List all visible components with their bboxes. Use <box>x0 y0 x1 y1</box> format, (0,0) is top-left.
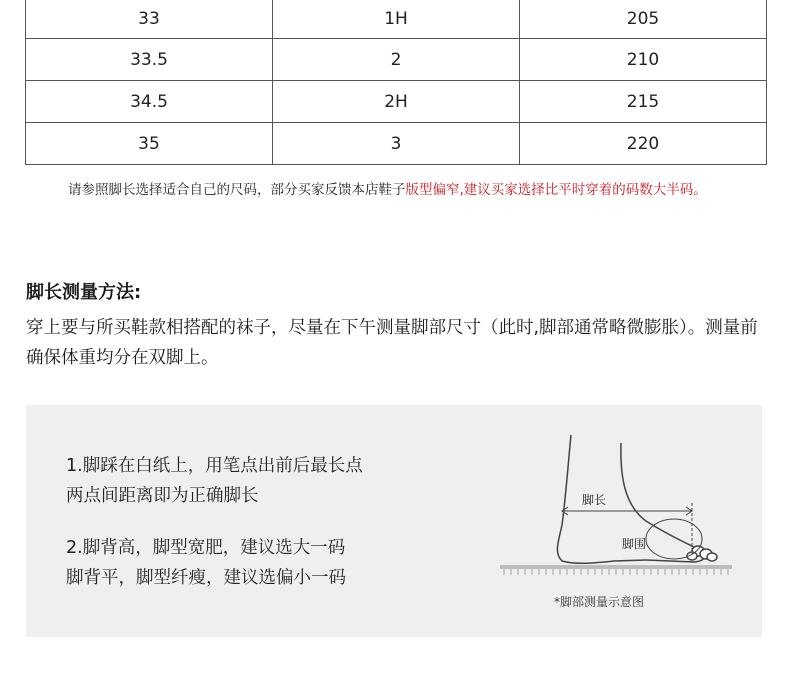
step-1 <box>66 451 486 511</box>
step-2 <box>66 533 486 593</box>
table-cell: 33.5 <box>26 39 273 81</box>
table-cell: 2 <box>273 39 520 81</box>
size-note-warning: 版型偏窄,建议买家选择比平时穿着的码数大半码。 <box>405 182 707 198</box>
step-1-line-1: 1.脚踩在白纸上，用笔点出前后最长点 <box>66 456 363 476</box>
method-title: 脚长测量方法: <box>26 282 142 303</box>
table-cell: 205 <box>520 0 767 39</box>
step-2-line-1: 2.脚背高，脚型宽肥，建议选大一码 <box>66 538 346 558</box>
table-cell: 3 <box>273 123 520 165</box>
foot-girth-label: 脚围 <box>622 537 647 551</box>
size-note <box>68 180 748 200</box>
foot-diagram-icon <box>496 425 736 585</box>
table-cell: 1H <box>273 0 520 39</box>
table-cell: 2H <box>273 81 520 123</box>
foot-length-label: 脚长 <box>582 493 607 507</box>
table-row <box>26 81 767 123</box>
table-cell: 215 <box>520 81 767 123</box>
method-body: 穿上要与所买鞋款相搭配的袜子，尽量在下午测量脚部尺寸（此时,脚部通常略微膨胀）。测量前确保体重均分在双脚上。 <box>26 318 758 368</box>
size-table <box>25 0 767 165</box>
size-note-text: 请参照脚长选择适合自己的尺码，部分买家反馈本店鞋子 <box>68 182 406 198</box>
step-2-line-2: 脚背平，脚型纤瘦，建议选偏小一码 <box>66 568 346 588</box>
table-cell: 34.5 <box>26 81 273 123</box>
table-row <box>26 0 767 39</box>
measure-panel <box>26 405 762 637</box>
table-cell: 210 <box>520 39 767 81</box>
diagram-caption: *脚部测量示意图 <box>554 595 645 609</box>
table-cell: 35 <box>26 123 273 165</box>
step-1-line-2: 两点间距离即为正确脚长 <box>66 486 259 506</box>
table-row <box>26 123 767 165</box>
table-cell: 33 <box>26 0 273 39</box>
table-cell: 220 <box>520 123 767 165</box>
table-row <box>26 39 767 81</box>
